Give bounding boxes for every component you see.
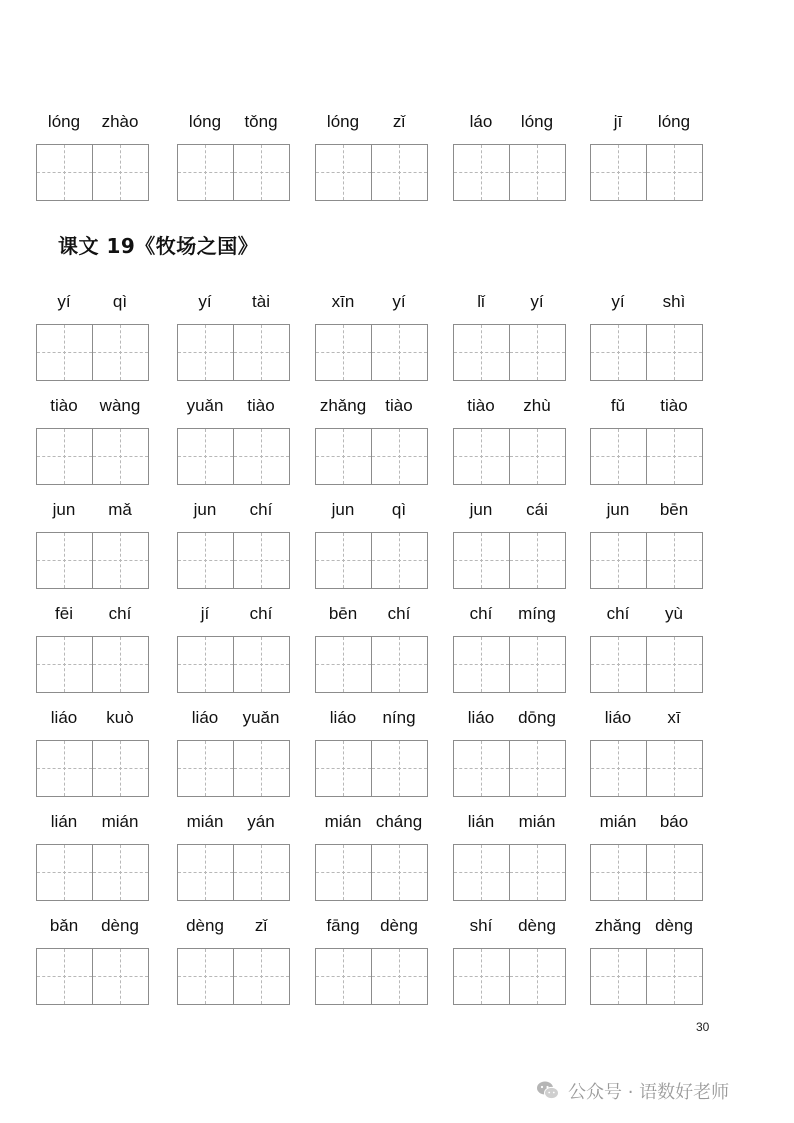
pinyin-syllable: dèng [101, 916, 139, 935]
pinyin-syllable: shì [662, 292, 686, 311]
pinyin-pair [453, 706, 565, 732]
word-group [177, 498, 289, 588]
tianzige-cell[interactable] [509, 324, 566, 381]
pinyin-pair [590, 110, 702, 136]
pinyin-syllable: chí [606, 604, 630, 623]
word-group [177, 706, 289, 796]
pinyin-syllable: chí [469, 604, 493, 623]
tianzige-cell[interactable] [590, 428, 647, 485]
tianzige-pair [36, 740, 148, 796]
pinyin-syllable: lóng [657, 112, 691, 131]
tianzige-pair [453, 428, 565, 484]
word-group [590, 706, 702, 796]
tianzige-cell[interactable] [590, 636, 647, 693]
pinyin-syllable: chí [387, 604, 411, 623]
tianzige-pair [453, 532, 565, 588]
pinyin-syllable: dèng [518, 916, 556, 935]
pinyin-row [36, 394, 716, 484]
pinyin-syllable: yí [57, 292, 71, 311]
pinyin-pair [315, 498, 427, 524]
pinyin-syllable: mián [101, 812, 139, 831]
tianzige-cell[interactable] [371, 428, 428, 485]
pinyin-pair [36, 706, 148, 732]
pinyin-syllable: qì [391, 500, 407, 519]
word-group [36, 110, 148, 200]
word-group [453, 498, 565, 588]
tianzige-pair [36, 324, 148, 380]
pinyin-syllable: tǒng [244, 112, 278, 131]
tianzige-cell[interactable] [92, 144, 149, 201]
pinyin-syllable: bǎn [49, 916, 79, 935]
pinyin-pair [453, 394, 565, 420]
word-group [453, 394, 565, 484]
tianzige-cell[interactable] [315, 844, 372, 901]
tianzige-cell[interactable] [371, 636, 428, 693]
page-number: 30 [696, 1020, 710, 1034]
pinyin-syllable: lǐ [477, 292, 485, 311]
pinyin-pair [453, 110, 565, 136]
tianzige-pair [453, 636, 565, 692]
tianzige-pair [590, 636, 702, 692]
pinyin-row [36, 602, 716, 692]
pinyin-pair [36, 290, 148, 316]
pinyin-syllable: yí [611, 292, 625, 311]
word-group [590, 394, 702, 484]
tianzige-cell[interactable] [315, 532, 372, 589]
tianzige-pair [453, 144, 565, 200]
tianzige-cell[interactable] [92, 324, 149, 381]
pinyin-syllable: yù [665, 604, 683, 623]
pinyin-syllable: liáo [329, 708, 357, 727]
word-group [36, 498, 148, 588]
tianzige-pair [36, 144, 148, 200]
tianzige-cell[interactable] [177, 636, 234, 693]
word-group [590, 810, 702, 900]
tianzige-pair [453, 948, 565, 1004]
pinyin-syllable: jun [193, 500, 217, 519]
pinyin-syllable: lóng [188, 112, 222, 131]
pinyin-pair [315, 810, 427, 836]
pinyin-syllable: mián [186, 812, 224, 831]
tianzige-cell[interactable] [509, 144, 566, 201]
watermark [536, 1076, 729, 1106]
pinyin-syllable: mián [518, 812, 556, 831]
tianzige-cell[interactable] [453, 532, 510, 589]
pinyin-pair [453, 914, 565, 940]
pinyin-syllable: lián [50, 812, 78, 831]
tianzige-cell[interactable] [177, 324, 234, 381]
tianzige-cell[interactable] [36, 532, 93, 589]
pinyin-syllable: chí [249, 604, 273, 623]
pinyin-syllable: jun [331, 500, 355, 519]
word-group [315, 706, 427, 796]
tianzige-pair [315, 636, 427, 692]
word-group [36, 602, 148, 692]
word-group [177, 290, 289, 380]
pinyin-syllable: kuò [106, 708, 134, 727]
tianzige-cell[interactable] [590, 844, 647, 901]
pinyin-row [36, 914, 716, 1004]
pinyin-syllable: zǐ [254, 916, 268, 935]
word-group [36, 290, 148, 380]
pinyin-pair [177, 706, 289, 732]
tianzige-cell[interactable] [646, 324, 703, 381]
pinyin-syllable: zǐ [392, 112, 406, 131]
pinyin-syllable: zhào [101, 112, 139, 131]
word-group [177, 110, 289, 200]
pinyin-syllable: chí [108, 604, 132, 623]
pinyin-syllable: liáo [191, 708, 219, 727]
pinyin-syllable: yuǎn [186, 396, 224, 415]
pinyin-row [36, 498, 716, 588]
tianzige-cell[interactable] [36, 636, 93, 693]
tianzige-cell[interactable] [315, 948, 372, 1005]
pinyin-syllable: dèng [380, 916, 418, 935]
tianzige-cell[interactable] [315, 428, 372, 485]
pinyin-syllable: míng [518, 604, 556, 623]
pinyin-syllable: qì [112, 292, 128, 311]
tianzige-cell[interactable] [646, 636, 703, 693]
word-group [36, 394, 148, 484]
tianzige-pair [36, 844, 148, 900]
pinyin-syllable: yí [198, 292, 212, 311]
pinyin-syllable: báo [659, 812, 689, 831]
pinyin-pair [453, 290, 565, 316]
pinyin-syllable: fǔ [610, 396, 626, 415]
pinyin-syllable: bēn [659, 500, 689, 519]
tianzige-pair [590, 324, 702, 380]
word-group [177, 914, 289, 1004]
tianzige-cell[interactable] [315, 636, 372, 693]
pinyin-syllable: tiào [660, 396, 688, 415]
tianzige-pair [590, 844, 702, 900]
pinyin-syllable: tài [252, 292, 270, 311]
pinyin-syllable: cái [526, 500, 548, 519]
word-group [453, 290, 565, 380]
pinyin-syllable: cháng [375, 812, 423, 831]
pinyin-pair [590, 498, 702, 524]
pinyin-pair [315, 394, 427, 420]
tianzige-cell[interactable] [590, 324, 647, 381]
word-group [315, 110, 427, 200]
tianzige-cell[interactable] [233, 324, 290, 381]
word-group [36, 810, 148, 900]
pinyin-syllable: shí [469, 916, 493, 935]
pinyin-syllable: tiào [385, 396, 413, 415]
pinyin-pair [177, 914, 289, 940]
pinyin-syllable: liáo [604, 708, 632, 727]
tianzige-cell[interactable] [646, 948, 703, 1005]
tianzige-pair [590, 740, 702, 796]
pinyin-syllable: jun [469, 500, 493, 519]
pinyin-row [36, 290, 716, 380]
pinyin-syllable: lián [467, 812, 495, 831]
pinyin-syllable: liáo [50, 708, 78, 727]
pinyin-syllable: mǎ [108, 500, 132, 519]
pinyin-pair [453, 602, 565, 628]
word-group [590, 110, 702, 200]
word-group [590, 914, 702, 1004]
top-pinyin-row [36, 110, 716, 200]
tianzige-cell[interactable] [233, 740, 290, 797]
tianzige-pair [177, 144, 289, 200]
tianzige-cell[interactable] [453, 324, 510, 381]
tianzige-cell[interactable] [509, 532, 566, 589]
word-group [177, 810, 289, 900]
tianzige-cell[interactable] [371, 948, 428, 1005]
watermark-text: 公众号 · 语数好老师 [568, 1082, 730, 1103]
tianzige-cell[interactable] [590, 948, 647, 1005]
pinyin-syllable: mián [324, 812, 362, 831]
pinyin-pair [36, 914, 148, 940]
tianzige-pair [315, 740, 427, 796]
word-group [315, 914, 427, 1004]
pinyin-pair [315, 706, 427, 732]
pinyin-syllable: xī [667, 708, 681, 727]
pinyin-syllable: jun [606, 500, 630, 519]
tianzige-cell[interactable] [233, 636, 290, 693]
pinyin-syllable: chí [249, 500, 273, 519]
tianzige-pair [315, 428, 427, 484]
tianzige-pair [177, 532, 289, 588]
tianzige-cell[interactable] [371, 532, 428, 589]
tianzige-pair [453, 844, 565, 900]
pinyin-pair [590, 394, 702, 420]
tianzige-cell[interactable] [36, 428, 93, 485]
tianzige-cell[interactable] [177, 948, 234, 1005]
tianzige-cell[interactable] [315, 144, 372, 201]
tianzige-cell[interactable] [453, 428, 510, 485]
tianzige-cell[interactable] [646, 740, 703, 797]
tianzige-cell[interactable] [177, 144, 234, 201]
pinyin-pair [36, 394, 148, 420]
tianzige-cell[interactable] [177, 740, 234, 797]
pinyin-pair [36, 110, 148, 136]
tianzige-cell[interactable] [92, 948, 149, 1005]
pinyin-pair [590, 602, 702, 628]
tianzige-pair [36, 948, 148, 1004]
word-group [315, 394, 427, 484]
pinyin-pair [177, 602, 289, 628]
tianzige-pair [590, 532, 702, 588]
tianzige-pair [36, 428, 148, 484]
tianzige-cell[interactable] [590, 740, 647, 797]
word-group [36, 706, 148, 796]
pinyin-pair [177, 110, 289, 136]
pinyin-pair [315, 602, 427, 628]
tianzige-pair [315, 532, 427, 588]
tianzige-cell[interactable] [315, 740, 372, 797]
pinyin-syllable: bēn [328, 604, 358, 623]
pinyin-syllable: mián [599, 812, 637, 831]
pinyin-row [36, 810, 716, 900]
pinyin-syllable: jun [52, 500, 76, 519]
pinyin-syllable: jī [613, 112, 623, 131]
pinyin-pair [590, 706, 702, 732]
tianzige-pair [177, 636, 289, 692]
tianzige-cell[interactable] [509, 428, 566, 485]
tianzige-pair [453, 324, 565, 380]
tianzige-cell[interactable] [509, 740, 566, 797]
pinyin-syllable: fēi [55, 604, 73, 623]
tianzige-pair [590, 948, 702, 1004]
pinyin-pair [590, 810, 702, 836]
tianzige-cell[interactable] [36, 324, 93, 381]
lesson-title: 课文 19《牧场之国》 [58, 234, 259, 258]
tianzige-cell[interactable] [36, 844, 93, 901]
word-group [315, 290, 427, 380]
tianzige-pair [36, 532, 148, 588]
tianzige-pair [177, 324, 289, 380]
pinyin-pair [177, 498, 289, 524]
tianzige-pair [315, 948, 427, 1004]
pinyin-syllable: lóng [520, 112, 554, 131]
pinyin-pair [36, 602, 148, 628]
tianzige-pair [36, 636, 148, 692]
tianzige-cell[interactable] [371, 324, 428, 381]
tianzige-cell[interactable] [36, 740, 93, 797]
wechat-icon [536, 1080, 560, 1102]
pinyin-syllable: dèng [655, 916, 693, 935]
tianzige-pair [315, 144, 427, 200]
tianzige-cell[interactable] [509, 844, 566, 901]
tianzige-cell[interactable] [371, 740, 428, 797]
word-group [315, 498, 427, 588]
tianzige-cell[interactable] [177, 532, 234, 589]
pinyin-pair [177, 810, 289, 836]
tianzige-cell[interactable] [92, 532, 149, 589]
word-group [453, 706, 565, 796]
tianzige-pair [315, 324, 427, 380]
pinyin-syllable: lóng [326, 112, 360, 131]
tianzige-cell[interactable] [36, 948, 93, 1005]
tianzige-cell[interactable] [646, 144, 703, 201]
tianzige-cell[interactable] [453, 844, 510, 901]
tianzige-cell[interactable] [646, 532, 703, 589]
pinyin-syllable: níng [382, 708, 416, 727]
pinyin-syllable: yán [247, 812, 275, 831]
tianzige-cell[interactable] [92, 740, 149, 797]
pinyin-pair [177, 394, 289, 420]
pinyin-syllable: zhù [523, 396, 551, 415]
pinyin-syllable: yí [392, 292, 406, 311]
tianzige-cell[interactable] [36, 144, 93, 201]
tianzige-cell[interactable] [646, 428, 703, 485]
pinyin-syllable: tiào [467, 396, 495, 415]
tianzige-cell[interactable] [315, 324, 372, 381]
tianzige-cell[interactable] [646, 844, 703, 901]
pinyin-syllable: zhǎng [594, 916, 642, 935]
tianzige-cell[interactable] [453, 144, 510, 201]
tianzige-cell[interactable] [233, 428, 290, 485]
tianzige-cell[interactable] [233, 844, 290, 901]
word-group [453, 810, 565, 900]
pinyin-syllable: dèng [186, 916, 224, 935]
tianzige-pair [590, 428, 702, 484]
pinyin-syllable: xīn [331, 292, 355, 311]
word-group [453, 110, 565, 200]
tianzige-pair [453, 740, 565, 796]
tianzige-cell[interactable] [590, 532, 647, 589]
pinyin-syllable: zhǎng [319, 396, 367, 415]
word-group [453, 602, 565, 692]
pinyin-syllable: láo [469, 112, 493, 131]
pinyin-pair [590, 914, 702, 940]
word-group [315, 602, 427, 692]
pinyin-pair [177, 290, 289, 316]
pinyin-pair [315, 290, 427, 316]
tianzige-pair [177, 428, 289, 484]
pinyin-pair [315, 110, 427, 136]
pinyin-syllable: tiào [50, 396, 78, 415]
tianzige-pair [177, 844, 289, 900]
pinyin-pair [36, 810, 148, 836]
pinyin-syllable: wàng [99, 396, 141, 415]
word-group [590, 498, 702, 588]
tianzige-cell[interactable] [509, 636, 566, 693]
tianzige-cell[interactable] [177, 428, 234, 485]
word-group [590, 602, 702, 692]
tianzige-cell[interactable] [453, 948, 510, 1005]
pinyin-pair [315, 914, 427, 940]
tianzige-cell[interactable] [371, 144, 428, 201]
tianzige-cell[interactable] [92, 428, 149, 485]
tianzige-cell[interactable] [453, 636, 510, 693]
tianzige-pair [590, 144, 702, 200]
pinyin-syllable: jí [200, 604, 210, 623]
word-group [590, 290, 702, 380]
tianzige-cell[interactable] [92, 636, 149, 693]
tianzige-cell[interactable] [509, 948, 566, 1005]
tianzige-cell[interactable] [233, 532, 290, 589]
tianzige-cell[interactable] [590, 144, 647, 201]
pinyin-syllable: fāng [326, 916, 360, 935]
pinyin-pair [453, 810, 565, 836]
pinyin-syllable: tiào [247, 396, 275, 415]
pinyin-syllable: dōng [518, 708, 556, 727]
tianzige-pair [177, 948, 289, 1004]
pinyin-syllable: yí [530, 292, 544, 311]
word-group [315, 810, 427, 900]
tianzige-pair [177, 740, 289, 796]
pinyin-syllable: yuǎn [242, 708, 280, 727]
pinyin-pair [453, 498, 565, 524]
tianzige-cell[interactable] [371, 844, 428, 901]
pinyin-row [36, 706, 716, 796]
word-group [177, 394, 289, 484]
tianzige-cell[interactable] [233, 144, 290, 201]
tianzige-cell[interactable] [453, 740, 510, 797]
tianzige-cell[interactable] [233, 948, 290, 1005]
word-group [36, 914, 148, 1004]
pinyin-pair [36, 498, 148, 524]
pinyin-pair [590, 290, 702, 316]
tianzige-cell[interactable] [177, 844, 234, 901]
pinyin-syllable: liáo [467, 708, 495, 727]
word-group [453, 914, 565, 1004]
tianzige-pair [315, 844, 427, 900]
pinyin-syllable: lóng [47, 112, 81, 131]
tianzige-cell[interactable] [92, 844, 149, 901]
word-group [177, 602, 289, 692]
